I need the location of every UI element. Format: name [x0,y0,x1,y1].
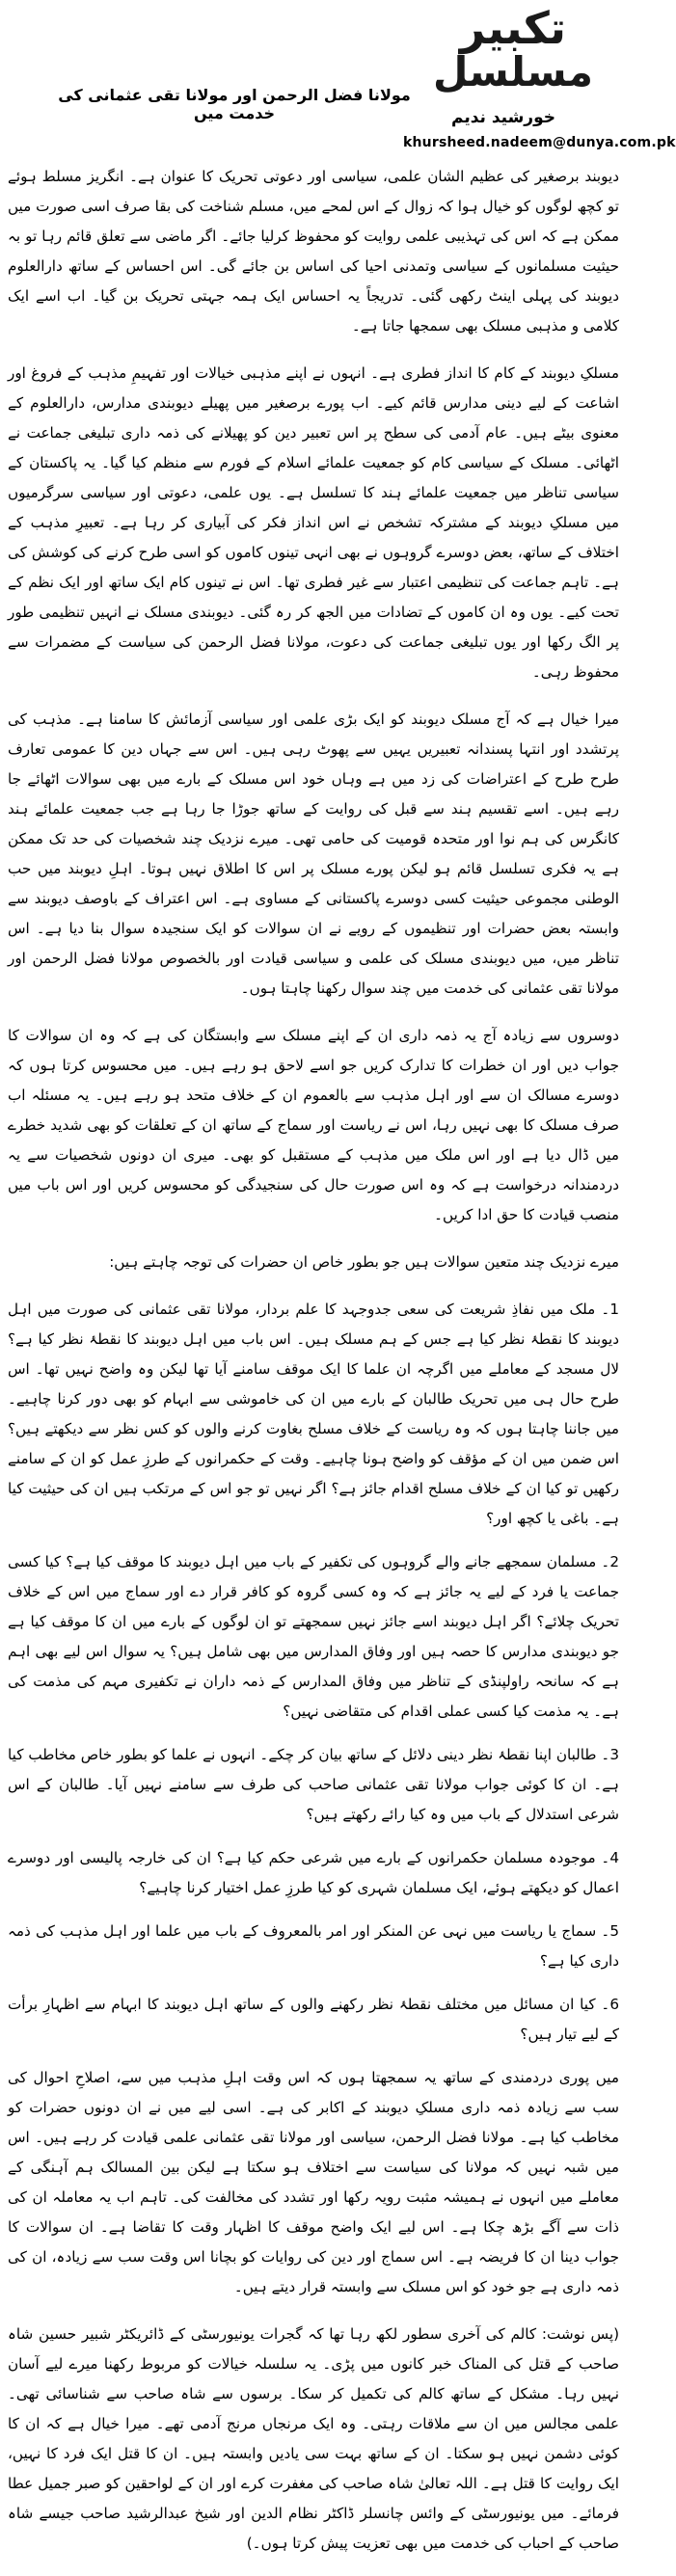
paragraph: میرا خیال ہے کہ آج مسلک دیوبند کو ایک بڑی علمی اور سیاسی آزمائش کا سامنا ہے۔ مذہب کی پرتشدد اور انتہا پسندانہ تعبیریں یہیں سے پھوٹ رہی ہیں۔ اس سے جہاں دین کا عمومی تعارف طرح طرح کے اعتراضات کی زد میں ہے وہاں خود اس مسلک کے بارے میں بھی سوالات اٹھائے جا رہے ہیں۔ اسے تقسیم ہند سے قبل کی روایت کے ساتھ جوڑا جا رہا ہے جب جمعیت علمائے ہند کانگرس کی ہم نوا اور متحدہ قومیت کی حامی تھی۔ میرے نزدیک چند شخصیات کی حد تک ممکن ہے یہ فکری تسلسل قائم ہو لیکن پورے مسلک پر اس کا اطلاق نہیں ہوتا۔ اہلِ دیوبند میں حب الوطنی مجموعی حیثیت کسی دوسرے پاکستانی کے مساوی ہے۔ اس اعتراف کے باوصف دیوبند سے وابستہ بعض حضرات اور تنظیموں کے رویے نے ان سوالات کو ایک سنجیدہ سوال بنا دیا ہے۔ اس تناظر میں، میں دیوبندی مسلک کی علمی و سیاسی قیادت اور بالخصوص مولانا فضل الرحمن اور مولانا تقی عثمانی کی خدمت میں چند سوال رکھنا چاہتا ہوں۔ [8,711,619,997]
question-item: 3۔ طالبان اپنا نقطۂ نظر دینی دلائل کے ساتھ بیان کر چکے۔ انہوں نے علما کو بطور خاص مخاطب کیا ہے۔ ان کا کوئی جواب مولانا تقی عثمانی صاحب کی طرف سے سامنے نہیں آیا۔ طالبان کے اس شرعی استدلال کے باب میں وہ کیا رائے رکھتے ہیں؟ [8,1746,619,1823]
postscript-paragraph: (پس نوشت: کالم کی آخری سطور لکھ رہا تھا کہ گجرات یونیورسٹی کے ڈائریکٹر شبیر حسین شاہ صاحب کے قتل کی المناک خبر کانوں میں پڑی۔ یہ سلسلہ خیالات کو مربوط رکھنا میرے لیے آسان نہیں رہا۔ مشکل کے ساتھ کالم کی تکمیل کر سکا۔ برسوں سے شاہ صاحب سے شناسائی تھی۔ علمی مجالس میں ان سے ملاقات رہتی۔ وہ ایک مرنجاں مرنج آدمی تھے۔ میرا خیال ہے کہ ان کا کوئی دشمن نہیں ہو سکتا۔ ان کے ساتھ بہت سی یادیں وابستہ ہیں۔ ان کا قتل ایک فرد کا نہیں، ایک روایت کا قتل ہے۔ اللہ تعالیٰ شاہ صاحب کی مغفرت کرے اور ان کے لواحقین کو صبر جمیل عطا فرمائے۔ میں یونیورسٹی کے وائس چانسلر ڈاکٹر نظام الدین اور شیخ عبدالرشید صاحب جیسے شاہ صاحب کے احباب کی خدمت میں بھی تعزیت پیش کرتا ہوں۔) [8,2325,619,2552]
question-item: 4۔ موجودہ مسلمان حکمرانوں کے بارے میں شرعی حکم کیا ہے؟ ان کی خارجہ پالیسی اور دوسرے اعمال کو دیکھتے ہوئے، ایک مسلمان شہری کو کیا طرزِ عمل اختیار کرنا چاہیے؟ [8,1849,619,1896]
logo-line-1: تکبیر [459,2,567,54]
author-email[interactable]: khursheed.nadeem@dunya.com.pk [403,135,676,150]
author-name: خورشید ندیم [450,108,555,127]
question-item: 5۔ سماج یا ریاست میں نہی عن المنکر اور امر بالمعروف کے باب میں علما اور اہل مذہب کی ذمہ داری کیا ہے؟ [8,1922,619,1970]
column-headline: مولانا فضل الرحمن اور مولانا تقی عثمانی کی خدمت میں [58,85,411,122]
paragraph: مسلکِ دیوبند کے کام کا انداز فطری ہے۔ انہوں نے اپنے مذہبی خیالات اور تفہیمِ مذہب کے فروغ اور اشاعت کے لیے دینی مدارس قائم کیے۔ اب پورے برصغیر میں پھیلے دیوبندی مدارس، دارالعلوم کے معنوی بیٹے ہیں۔ عام آدمی کی سطح پر اس تعبیر دین کو پھیلانے کی ذمہ داری تبلیغی جماعت نے اٹھائی۔ مسلک کے سیاسی کام کو جمعیت علمائے اسلام کے فورم سے منظم کیا گیا۔ یہ پاکستان کے سیاسی تناظر میں جمعیت علمائے ہند کا تسلسل ہے۔ یوں علمی، دعوتی اور سیاسی سرگرمیوں میں مسلکِ دیوبند کے مشترکہ تشخص نے اس انداز فکر کی آبیاری کر رہا ہے۔ تعبیرِ مذہب کے اختلاف کے ساتھ، بعض دوسرے گروہوں نے بھی انہی تینوں کاموں کو اسی طرح کرنے کی کوشش کی ہے۔ تاہم جماعت کی تنظیمی اعتبار سے غیر فطری تھا۔ اس نے تینوں کام ایک ساتھ اور ایک نظم کے تحت کیے۔ یوں وہ ان کاموں کے تضادات میں الجھ کر رہ گئی۔ دیوبندی مسلک نے انہیں تنظیمی طور پر الگ رکھا اور یوں تبلیغی جماعت کی دعوت، مولانا فضل الرحمن کی سیاست کے مضمرات سے محفوظ رہی۔ [8,364,619,681]
column-logo [426,2,600,110]
question-item: 6۔ کیا ان مسائل میں مختلف نقطۂ نظر رکھنے والوں کے ساتھ اہل دیوبند کا ابہام سے اظہارِ برأت کے لیے تیار ہیں؟ [8,1996,619,2043]
question-item: 2۔ مسلمان سمجھے جانے والے گروہوں کی تکفیر کے باب میں اہل دیوبند کا موقف کیا ہے؟ کیا کسی جماعت یا فرد کے لیے یہ جائز ہے کہ وہ کسی گروہ کو کافر قرار دے اور سماج میں اس کے خلاف تحریک چلائے؟ اگر اہل دیوبند اسے جائز نہیں سمجھتے تو ان لوگوں کے بارے میں ان کا موقف کیا ہے جو دیوبندی مدارس کا حصہ ہیں اور وفاق المدارس میں بھی شامل ہیں؟ یہ سوال اس لیے بھی اہم ہے کہ سانحہ راولپنڈی کے تناظر میں وفاق المدارس کے ذمہ داران نے تکفیری مہم کی مذمت کی ہے۔ یہ مذمت کیا کسی عملی اقدام کی متقاضی نہیں؟ [8,1553,619,1720]
closing-paragraph: میں پوری دردمندی کے ساتھ یہ سمجھتا ہوں کہ اس وقت اہلِ مذہب میں سے، اصلاحِ احوال کی سب سے زیادہ ذمہ داری مسلکِ دیوبند کے اکابر کی ہے۔ اسی لیے میں نے ان دونوں حضرات کو مخاطب کیا ہے۔ مولانا فضل الرحمن، سیاسی اور مولانا تقی عثمانی علمی قیادت کر رہے ہیں۔ اس میں شبہ نہیں کہ مولانا کی سیاست سے اختلاف ہو سکتا ہے لیکن بین المسالک ہم آہنگی کے معاملے میں انہوں نے ہمیشہ مثبت رویہ رکھا اور تشدد کی مخالفت کی۔ تاہم اب یہ معاملہ ان کی ذات سے آگے بڑھ چکا ہے۔ اس لیے ایک واضح موقف کا اظہار وقت کا تقاضا ہے۔ ان سوالات کا جواب دینا ان کا فریضہ ہے۔ اس سماج اور دین کی روایات کو بچانا اس وقت سب سے زیادہ، ان کی ذمہ داری ہے جو خود کو اس مسلک سے وابستہ قرار دیتے ہیں۔ [8,2069,619,2295]
column-body [8,162,619,2576]
column-header [0,0,676,154]
paragraph: دیوبند برصغیر کی عظیم الشان علمی، سیاسی اور دعوتی تحریک کا عنوان ہے۔ انگریز مسلط ہوئے تو کچھ لوگوں کو خیال ہوا کہ زوال کے اس لمحے میں، مسلم شناخت کی بقا صرف اسی صورت میں ممکن ہے کہ اس کی تہذیبی علمی روایت کو محفوظ کرلیا جائے۔ اگر ماضی سے تعلق قائم رہا تو بہ حیثیت مسلمانوں کے سیاسی وتمدنی احیا کی اساس بن جائے گی۔ اس احساس کے ساتھ دارالعلوم دیوبند کی پہلی اینٹ رکھی گئی۔ تدریجاً یہ احساس ایک ہمہ جہتی تحریک بن گیا۔ اب اسے ایک کلامی و مذہبی مسلک بھی سمجھا جاتا ہے۔ [8,168,619,335]
question-item: 1۔ ملک میں نفاذِ شریعت کی سعی جدوجہد کا علم بردار، مولانا تقی عثمانی کی صورت میں اہل دیوبند کا نقطۂ نظر کیا ہے جس کے ہم مسلک ہیں۔ اس باب میں اہل دیوبند کا نقطۂ نظر کیا ہے؟ لال مسجد کے معاملے میں اگرچہ ان علما کا ایک موقف سامنے آیا تھا لیکن وہ واضح نہیں تھا۔ اس طرح حال ہی میں تحریک طالبان کے بارے میں ان کی خاموشی سے ابہام کو بھی دور کرنا چاہیے۔ میں جاننا چاہتا ہوں کہ وہ ریاست کے خلاف مسلح بغاوت کرنے والوں کو کس نظر سے دیکھتے ہیں؟ اس ضمن میں ان کے مؤقف کو واضح ہونا چاہیے۔ وقت کے حکمرانوں کے طرزِ عمل کو ان کے سامنے رکھیں تو کیا ان کے خلاف مسلح اقدام جائز ہے؟ اگر نہیں تو جو اس کے مرتکب ہیں ان کی حیثیت کیا ہے۔ باغی یا کچھ اور؟ [8,1301,619,1527]
logo-line-2: مسلسل [432,48,594,95]
questions-intro: میرے نزدیک چند متعین سوالات ہیں جو بطور خاص ان حضرات کی توجہ چاہتے ہیں: [109,1253,619,1271]
paragraph: دوسروں سے زیادہ آج یہ ذمہ داری ان کے اپنے مسلک سے وابستگان کی ہے کہ وہ ان سوالات کا جواب دیں اور ان خطرات کا تدارک کریں جو اسے لاحق ہو رہے ہیں۔ میں محسوس کرتا ہوں کہ دوسرے مسالک ان سے اور اہل مذہب سے بالعموم ان کے خلاف متحد ہو رہے ہیں۔ یہ مسئلہ اب صرف مسلک کا بھی نہیں رہا، اس نے ریاست اور سماج کے ساتھ ان کے تعلقات کو بھی شدید خطرے میں ڈال دیا ہے اور اس ملک میں مذہب کے مستقبل کو بھی۔ میری ان دونوں شخصیات سے یہ دردمندانہ درخواست ہے کہ وہ اس صورت حال کی سنجیدگی کو محسوس کریں اور اس باب میں منصب قیادت کا حق ادا کریں۔ [8,1027,619,1223]
